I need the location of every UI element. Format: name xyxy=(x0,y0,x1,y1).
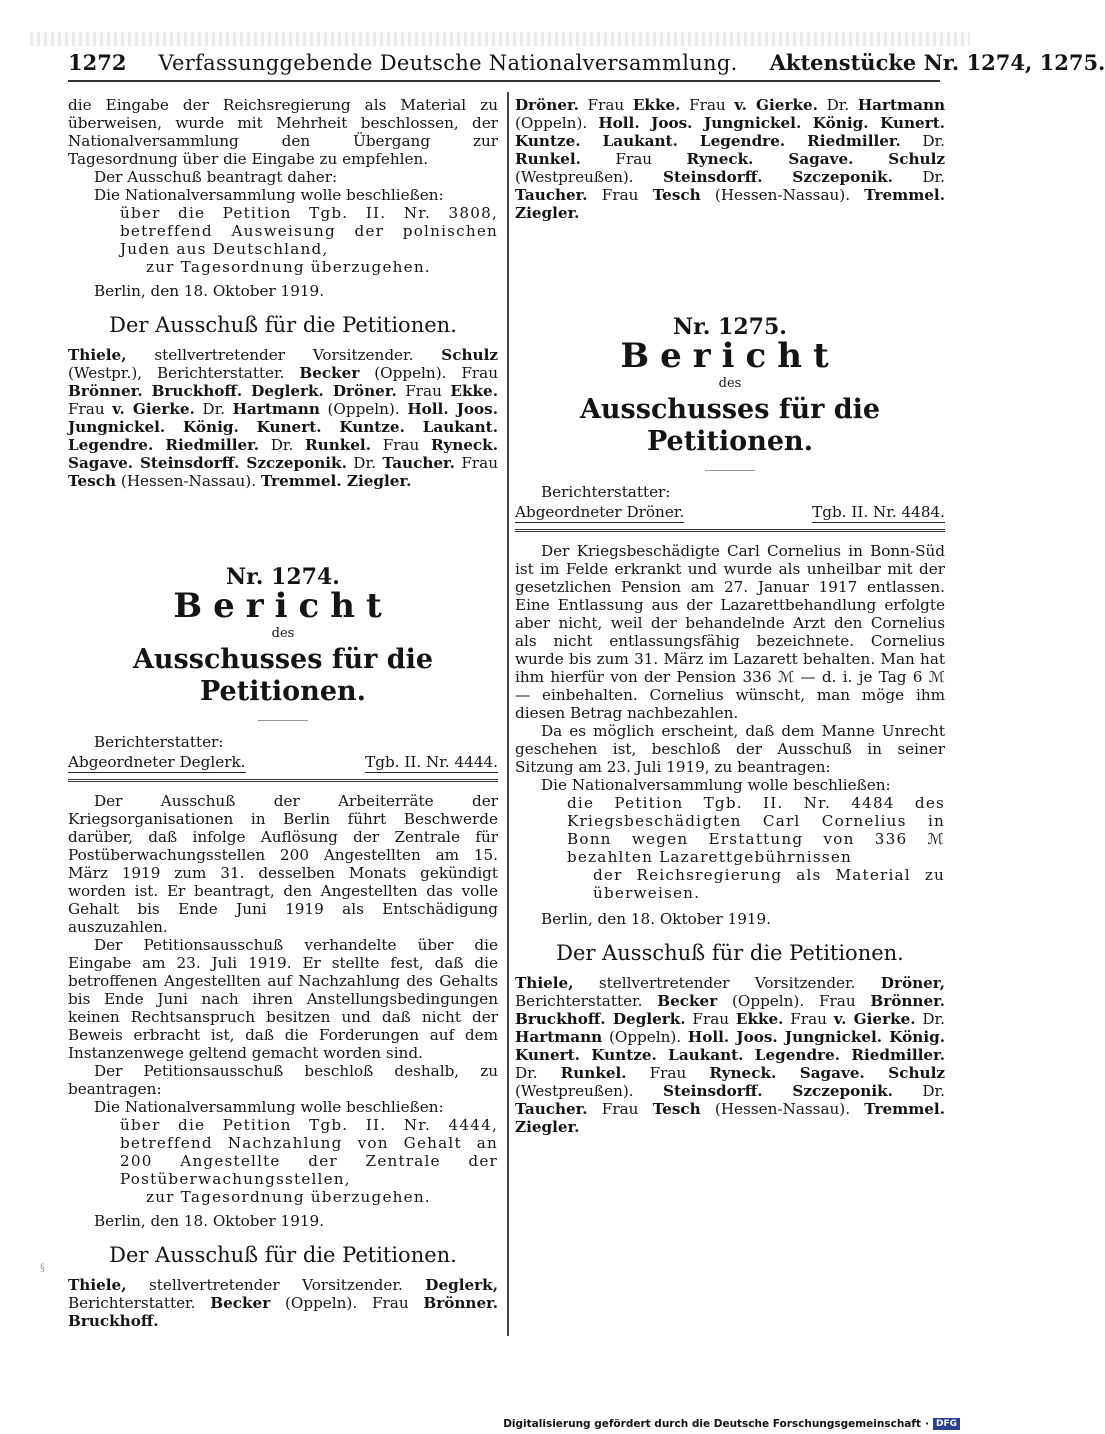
page-title: Verfassunggebende Deutsche Nationalversammlung. xyxy=(158,51,738,75)
footer-text: Digitalisierung gefördert durch die Deutsche Forschungsgemeinschaft xyxy=(503,1418,921,1430)
aktenstueck-label: Aktenstücke Nr. 1274, 1275. xyxy=(769,50,1105,75)
petition-text: über die Petition Tgb. II. Nr. 4444, betreffend Nachzahlung von Gehalt an 200 Angestellte der Zentrale der Postüberwachungsstellen, xyxy=(120,1116,498,1188)
report-des: des xyxy=(718,376,742,391)
signer-name: Tremmel. Ziegler. xyxy=(515,1100,945,1136)
tgb-number: Tgb. II. Nr. 4484. xyxy=(812,503,945,521)
signer-name: Tesch xyxy=(68,472,117,490)
report-des: des xyxy=(271,626,295,641)
body-paragraph: Der Kriegsbeschädigte Carl Cornelius in Bonn-Süd ist im Felde erkrankt und wurde als unheilbar mit der gesetzlichen Pension am 27. Januar 1917 entlassen. Eine Entlassung aus der Lazarettbehandlung erfolgte aber nicht, weil der behandelnde Arzt den Cornelius als nicht entlassungsfähig bezeichnete. Cornelius wurde bis zum 31. März im Lazarett behalten. Man hat ihm hierfür von der Pension 336 ℳ — d. i. je Tag 6 ℳ — einbehalten. Cornelius wünscht, man möge ihm diesen Betrag nachbezahlen. xyxy=(515,542,945,722)
signer-text: (Oppeln). xyxy=(515,114,599,132)
left-column xyxy=(68,96,498,1336)
signer-text: (Westpr.), Berichterstatter. xyxy=(68,364,300,382)
page-number: 1272 xyxy=(68,50,127,75)
signer-name: v. Gierke. xyxy=(734,96,818,114)
signer-text: stellvertretender Vorsitzender. xyxy=(126,346,442,364)
report-committee: Ausschusses für die Petitionen. xyxy=(132,644,434,707)
signer-name: Holl. Joos. Jungnickel. König. Kunert. Kuntze. Laukant. Legendre. Riedmiller. xyxy=(515,1028,945,1064)
signer-name: Taucher. xyxy=(515,1100,588,1118)
signer-name: Dröner, xyxy=(880,974,945,992)
signer-name: Thiele, xyxy=(68,346,127,364)
signer-text: Dr. xyxy=(515,1064,561,1082)
signer-text: stellvertretender Vorsitzender. xyxy=(126,1276,426,1294)
report-title: Bericht xyxy=(620,336,840,376)
ornament-rule xyxy=(258,720,308,721)
signer-name: Schulz xyxy=(441,346,498,364)
signer-text: (Westpreußen). xyxy=(515,1082,664,1100)
signer-text: (Oppeln). Frau xyxy=(359,364,498,382)
page-header xyxy=(68,50,1105,82)
footer-separator: · xyxy=(924,1418,929,1430)
motion-line: Die Nationalversammlung wolle beschließen: xyxy=(541,776,891,794)
signer-text: Frau xyxy=(68,400,113,418)
signer-text: Frau xyxy=(454,454,498,472)
signer-name: v. Gierke. xyxy=(833,1010,916,1028)
signer-name: Runkel. xyxy=(305,436,371,454)
date-line: Berlin, den 18. Oktober 1919. xyxy=(94,282,325,300)
body-paragraph: Der Petitionsausschuß verhandelte über die Eingabe am 23. Juli 1919. Er stellte fest, daß die betroffenen Angestellten auf Nachzahlung des Gehalts bis Ende Juni nach ihren Anstellungsbedingungen keinen Rechtsanspruch besitzen und daß nicht der Beweis erbracht ist, daß die Forderungen auf dem Instanzenwege geltend gemacht worden sind. xyxy=(68,936,498,1062)
double-rule xyxy=(68,779,498,782)
signers-list xyxy=(515,974,945,1136)
signer-text: (Oppeln). xyxy=(602,1028,688,1046)
margin-mark: § xyxy=(40,1263,45,1274)
signer-name: Ryneck. Sagave. Schulz xyxy=(709,1064,945,1082)
signer-text: Frau xyxy=(396,382,451,400)
resolved-line: Der Petitionsausschuß beschloß deshalb, zu beantragen: xyxy=(68,1062,498,1098)
reporter-name: Abgeordneter Deglerk. xyxy=(68,753,246,771)
reporter-line xyxy=(68,753,498,773)
signer-name: Tesch xyxy=(652,186,701,204)
berichterstatter-label: Berichterstatter: xyxy=(541,483,671,501)
scan-top-band xyxy=(30,32,970,46)
signer-text: Berichterstatter. xyxy=(68,1294,211,1312)
signer-text: Frau xyxy=(587,1100,653,1118)
right-column xyxy=(515,96,945,1336)
signer-text: Frau xyxy=(685,1010,736,1028)
signer-name: v. Gierke. xyxy=(112,400,195,418)
signer-text: (Hessen-Nassau). xyxy=(700,186,865,204)
signer-name: Dröner. xyxy=(515,96,579,114)
signer-text: (Oppeln). Frau xyxy=(270,1294,424,1312)
signer-text: Dr. xyxy=(915,1010,945,1028)
berichterstatter-label: Berichterstatter: xyxy=(94,733,224,751)
signer-name: Ryneck. Sagave. Schulz xyxy=(686,150,945,168)
signer-text: Dr. xyxy=(892,1082,945,1100)
signer-name: Ekke. xyxy=(632,96,681,114)
signer-name: Becker xyxy=(210,1294,271,1312)
signer-name: Brönner. Bruckhoff. Deglerk. xyxy=(515,992,946,1028)
reporter-name: Abgeordneter Dröner. xyxy=(515,503,685,521)
signer-name: Tremmel. Ziegler. xyxy=(515,186,945,222)
signer-text: Frau xyxy=(587,186,653,204)
report-title: Bericht xyxy=(173,586,393,626)
dfg-logo-badge: DFG xyxy=(933,1418,960,1430)
signer-text: Dr. xyxy=(900,132,945,150)
signer-text: Berichterstatter. xyxy=(515,992,658,1010)
signer-name: Hartmann xyxy=(515,1028,603,1046)
intro-paragraph: die Eingabe der Reichsregierung als Material zu überweisen, wurde mit Mehrheit beschlossen, der Nationalversammlung den Übergang zur Tagesordnung über die Eingabe zu empfehlen. xyxy=(68,96,498,168)
signer-text: Dr. xyxy=(817,96,858,114)
date-line: Berlin, den 18. Oktober 1919. xyxy=(94,1212,325,1230)
committee-heading: Der Ausschuß für die Petitionen. xyxy=(109,1243,457,1267)
column-divider xyxy=(507,92,509,1336)
report-committee: Ausschusses für die Petitionen. xyxy=(579,394,881,457)
signer-name: Hartmann xyxy=(857,96,946,114)
signer-text: Frau xyxy=(370,436,432,454)
signer-text: (Hessen-Nassau). xyxy=(116,472,261,490)
reporter-line xyxy=(515,503,945,523)
signer-text: (Hessen-Nassau). xyxy=(700,1100,865,1118)
signer-text: stellvertretender Vorsitzender. xyxy=(573,974,881,992)
signer-name: Taucher. xyxy=(515,186,588,204)
signer-name: Tremmel. Ziegler. xyxy=(260,472,412,490)
committee-heading: Der Ausschuß für die Petitionen. xyxy=(109,313,457,337)
petition-text: über die Petition Tgb. II. Nr. 3808, betreffend Ausweisung der polnischen Juden aus Deutschland, xyxy=(120,204,498,258)
signer-name: Steinsdorff. Szczeponik. xyxy=(663,168,893,186)
tgb-number: Tgb. II. Nr. 4444. xyxy=(365,753,498,771)
signer-text: Dr. xyxy=(892,168,945,186)
ornament-rule xyxy=(705,470,755,471)
double-rule xyxy=(515,529,945,532)
resolution-text: zur Tagesordnung überzugehen. xyxy=(146,258,431,276)
signer-name: Becker xyxy=(299,364,360,382)
signer-name: Ekke. xyxy=(450,382,498,400)
motion-line: Die Nationalversammlung wolle beschließen: xyxy=(94,186,444,204)
body-paragraph: Da es möglich erscheint, daß dem Manne Unrecht geschehen ist, beschloß der Ausschuß in seiner Sitzung am 23. Juli 1919, zu beantragen: xyxy=(515,722,945,776)
signer-name: Ryneck. Sagave. Steinsdorff. Szczeponik. xyxy=(68,436,498,472)
signers-list-continued xyxy=(515,96,945,222)
signer-text: (Westpreußen). xyxy=(515,168,664,186)
signer-text: Dr. xyxy=(194,400,233,418)
signer-name: Taucher. xyxy=(382,454,455,472)
signer-name: Deglerk, xyxy=(425,1276,498,1294)
signers-list xyxy=(68,346,498,490)
signer-name: Holl. Joos. Jungnickel. König. Kunert. Kuntze. Laukant. Legendre. Riedmiller. xyxy=(68,400,498,454)
report-number: Nr. 1275. xyxy=(673,314,787,340)
signer-name: Ekke. xyxy=(735,1010,784,1028)
signer-text: (Oppeln). Frau xyxy=(717,992,871,1010)
proposal-line: Der Ausschuß beantragt daher: xyxy=(94,168,338,186)
signers-list xyxy=(68,1276,498,1330)
resolution-text: zur Tagesordnung überzugehen. xyxy=(146,1188,431,1206)
signer-name: Tesch xyxy=(652,1100,701,1118)
signer-text: Dr. xyxy=(259,436,306,454)
signer-name: Thiele, xyxy=(515,974,574,992)
motion-line: Die Nationalversammlung wolle beschließen: xyxy=(94,1098,444,1116)
petition-text: die Petition Tgb. II. Nr. 4484 des Kriegsbeschädigten Carl Cornelius in Bonn wegen Erstattung von 336 ℳ bezahlten Lazarettgebührnissen xyxy=(567,794,945,866)
signer-text: Frau xyxy=(680,96,735,114)
signer-name: Steinsdorff. Szczeponik. xyxy=(663,1082,893,1100)
signer-name: Runkel. xyxy=(515,150,581,168)
resolution-text: der Reichsregierung als Material zu überweisen. xyxy=(593,866,945,902)
signer-name: Runkel. xyxy=(560,1064,627,1082)
signer-text: Frau xyxy=(783,1010,834,1028)
signer-name: Becker xyxy=(657,992,718,1010)
signer-name: Thiele, xyxy=(68,1276,127,1294)
signer-text: Frau xyxy=(626,1064,710,1082)
signer-name: Holl. Joos. Jungnickel. König. Kunert. Kuntze. Laukant. Legendre. Riedmiller. xyxy=(515,114,945,150)
signer-name: Brönner. Bruckhoff. Deglerk. Dröner. xyxy=(68,382,397,400)
date-line: Berlin, den 18. Oktober 1919. xyxy=(541,910,772,928)
signer-text: Dr. xyxy=(346,454,383,472)
body-paragraph: Der Ausschuß der Arbeiterräte der Kriegsorganisationen in Berlin führt Beschwerde darüber, daß infolge Auflösung der Zentrale für Postüberwachungsstellen 200 Angestellten am 15. März 1919 zum 31. desselben Monats gekündigt worden ist. Er beantragt, den Angestellten das volle Gehalt bis Ende Juni 1919 als Entschädigung auszuzahlen. xyxy=(68,792,498,936)
signer-text: Frau xyxy=(580,150,687,168)
signer-name: Brönner. Bruckhoff. xyxy=(68,1294,499,1330)
signer-text: (Oppeln). xyxy=(319,400,408,418)
footer-credit xyxy=(503,1418,960,1430)
committee-heading: Der Ausschuß für die Petitionen. xyxy=(556,941,904,965)
signer-name: Hartmann xyxy=(232,400,320,418)
report-number: Nr. 1274. xyxy=(226,564,340,590)
signer-text: Frau xyxy=(578,96,633,114)
